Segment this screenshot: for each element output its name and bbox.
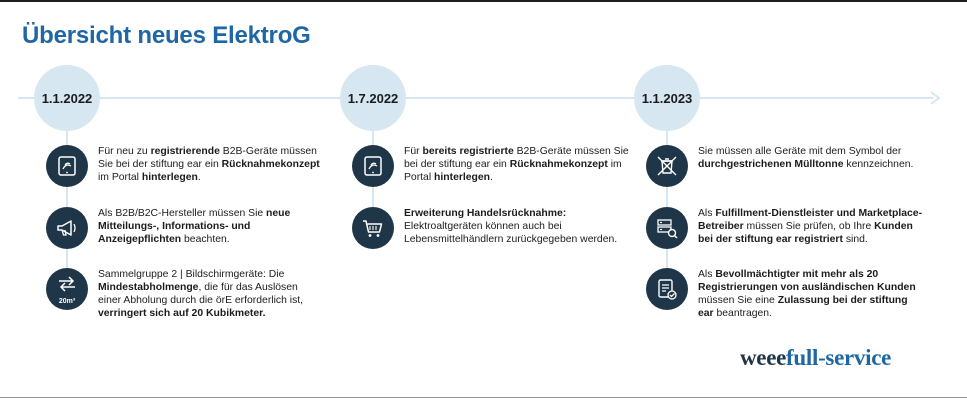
bottom-border: [0, 397, 967, 398]
list-item: [46, 145, 323, 187]
list-item: [46, 207, 323, 249]
item-text: Für bereits registrierte B2B-Geräte müssen Sie bei der stiftung ear ein Rücknahmekonzept im Portal hinterlegen.: [404, 146, 629, 183]
list-item: [646, 145, 923, 187]
item-text: Erweiterung Handelsrücknahme: Elektroaltgeräten können auch bei Lebensmittelhändlern zurückgegeben werden.: [404, 208, 618, 245]
date-marker-2: 1.7.2022: [340, 65, 406, 131]
megaphone-icon: [46, 207, 88, 249]
brand-part-1: weee: [740, 345, 787, 370]
tablet-hand-icon: [352, 145, 394, 187]
date-marker-1: 1.1.2022: [34, 65, 100, 131]
list-item: [646, 268, 923, 320]
list-item: [646, 207, 923, 249]
page-title: Übersicht neues ElektroG: [22, 22, 311, 49]
volume-label: 20m³: [58, 298, 76, 305]
top-border: [0, 0, 967, 2]
shopping-cart-icon: [352, 207, 394, 249]
item-text: Sie müssen alle Geräte mit dem Symbol der durchgestrichenen Mülltonne kennzeichnen.: [698, 146, 914, 170]
timeline-line: [18, 97, 933, 99]
crossed-bin-icon: [646, 145, 688, 187]
list-item: [352, 207, 629, 249]
item-text: Als Bevollmächtigter mit mehr als 20 Registrierungen von ausländischen Kunden müssen Sie eine Zulassung bei der stiftung ear beantragen.: [698, 269, 916, 319]
brand-logo: [740, 345, 891, 371]
server-search-icon: [646, 207, 688, 249]
item-text: Als B2B/B2C-Hersteller müssen Sie neue Mitteilungs-, Informations- und Anzeigepflichten beachten.: [98, 208, 291, 245]
list-item: [352, 145, 629, 187]
checklist-icon: [646, 268, 688, 310]
date-marker-3: 1.1.2023: [634, 65, 700, 131]
exchange-arrows-icon: [46, 268, 88, 310]
timeline-arrow-icon: [928, 91, 942, 105]
item-text: Für neu zu registrierende B2B-Geräte müssen Sie bei der stiftung ear ein Rücknahmekonzept im Portal hinterlegen.: [98, 146, 320, 183]
item-text: Sammelgruppe 2 | Bildschirmgeräte: Die Mindestabholmenge, die für das Auslösen einer Abholung durch die örE erforderlich ist, verringert sich auf 20 Kubikmeter.: [98, 269, 304, 319]
item-text: Als Fulfillment-Dienstleister und Marketplace-Betreiber müssen Sie prüfen, ob Ihre Kunden bei der stiftung ear registriert sind.: [698, 208, 923, 245]
brand-part-2: full-service: [786, 345, 892, 370]
tablet-hand-icon: [46, 145, 88, 187]
list-item: [46, 268, 323, 320]
